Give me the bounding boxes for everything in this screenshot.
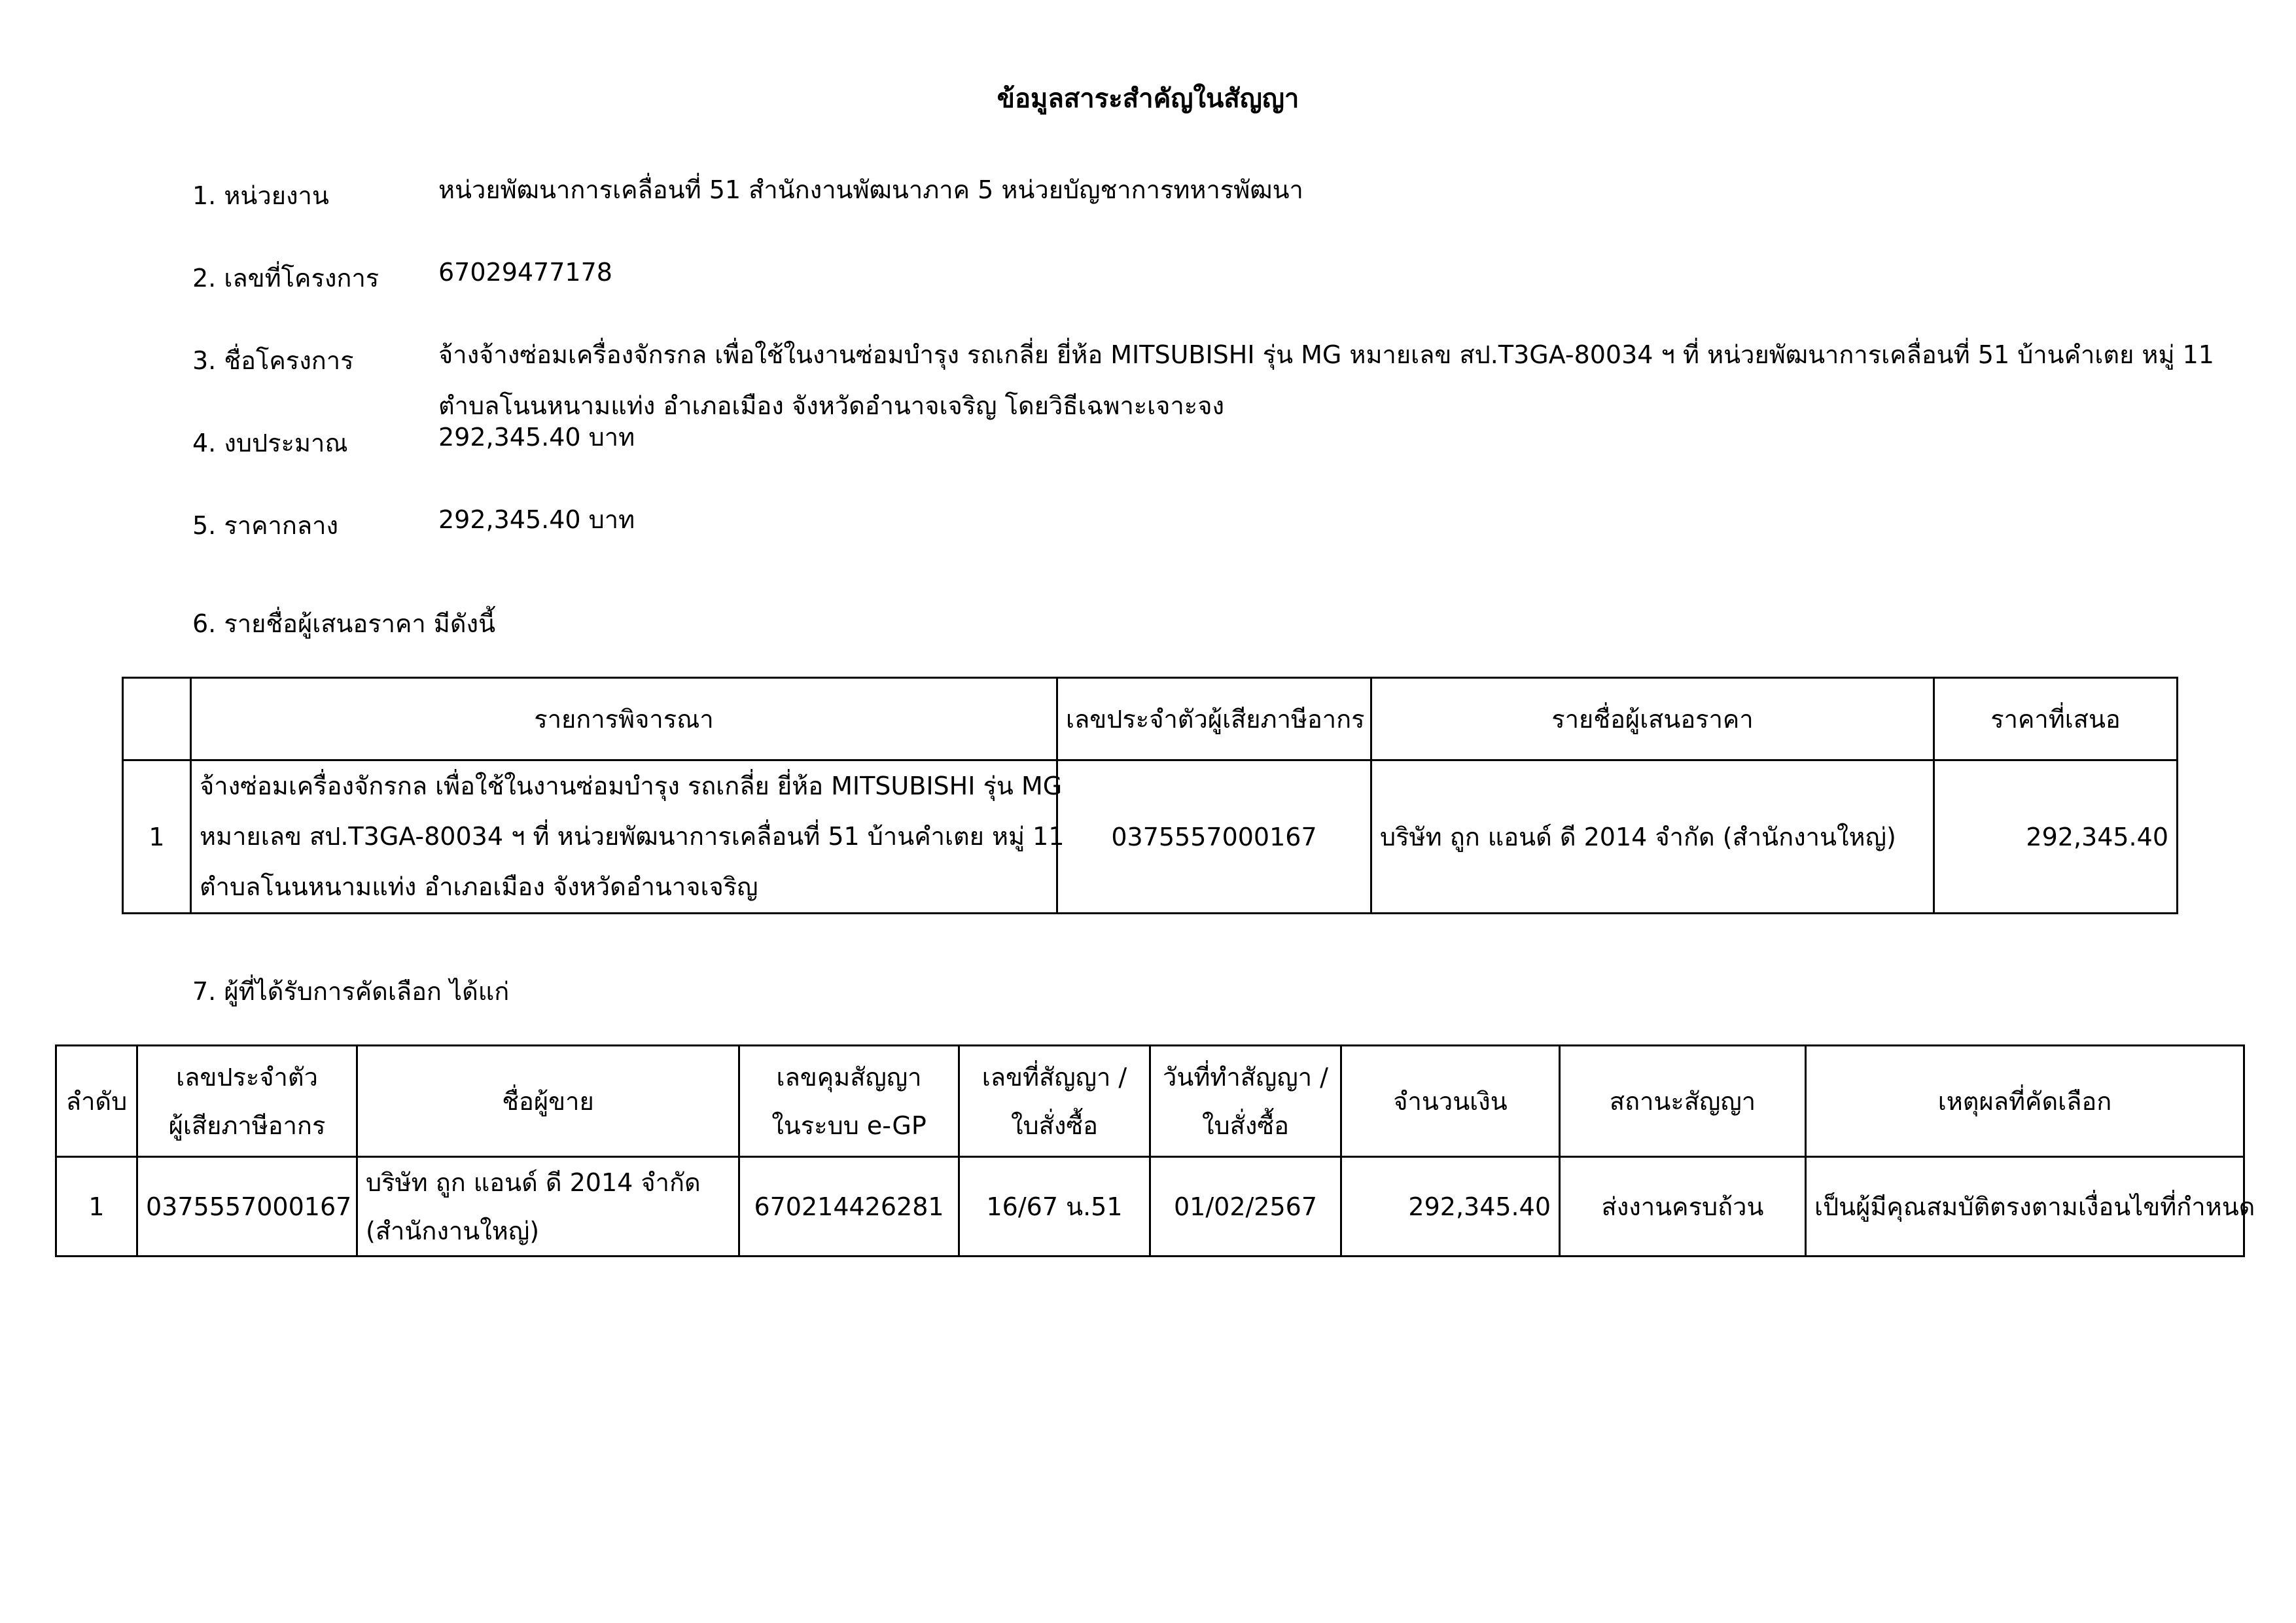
project-name-line2: ตำบลโนนหนามแท่ง อำเภอเมือง จังหวัดอำนาจเจริญ โดยวิธีเฉพาะเจาะจง xyxy=(438,391,1225,420)
header-line: เลขประจำตัว xyxy=(176,1062,318,1092)
header-line: วันที่ทำสัญญา / xyxy=(1163,1062,1328,1092)
winner-status: ส่งงานครบถ้วน xyxy=(1560,1157,1806,1257)
header-line: เลขที่สัญญา / xyxy=(981,1062,1127,1092)
bidders-col-tax-id: เลขประจำตัวผู้เสียภาษีอากร xyxy=(1057,678,1371,760)
header-line: ในระบบ e-GP xyxy=(771,1111,927,1140)
winner-col-contract-no xyxy=(959,1046,1150,1157)
winner-heading: 7. ผู้ที่ได้รับการคัดเลือก ได้แก่ xyxy=(192,977,510,1006)
bidders-col-bidder: รายชื่อผู้เสนอราคา xyxy=(1371,678,1934,760)
project-no-value: 67029477178 xyxy=(438,258,612,287)
table-row xyxy=(56,1157,2244,1257)
header-line: ใบสั่งซื้อ xyxy=(1201,1111,1290,1140)
winner-col-amount: จำนวนเงิน xyxy=(1341,1046,1560,1157)
bidders-heading: 6. รายชื่อผู้เสนอราคา มีดังนี้ xyxy=(192,609,496,638)
header-line: ใบสั่งซื้อ xyxy=(1010,1111,1099,1140)
winner-seller xyxy=(357,1157,739,1257)
seller-line: (สำนักงานใหญ่) xyxy=(366,1216,540,1245)
winner-amount: 292,345.40 xyxy=(1341,1157,1560,1257)
winner-col-status: สถานะสัญญา xyxy=(1560,1046,1806,1157)
winner-col-contract-date xyxy=(1150,1046,1341,1157)
bidders-col-price: ราคาที่เสนอ xyxy=(1934,678,2178,760)
winner-col-tax-id xyxy=(137,1046,357,1157)
winner-contract-no: 16/67 น.51 xyxy=(959,1157,1150,1257)
bidder-name: บริษัท ถูก แอนด์ ดี 2014 จำกัด (สำนักงานใหญ่) xyxy=(1371,760,1934,914)
bidders-header-row xyxy=(123,678,2178,760)
bidder-index: 1 xyxy=(123,760,191,914)
winner-table xyxy=(55,1044,2255,1257)
project-name-line1: จ้างจ้างซ่อมเครื่องจักรกล เพื่อใช้ในงานซ่อมบำรุง รถเกลี่ย ยี่ห้อ MITSUBISHI รุ่น MG หมายเลข สป.T3GA-80034 ฯ ที่ หน่วยพัฒนาการเคลื่อนที่ 51 บ้านคำเตย หมู่ 11 xyxy=(438,340,2214,369)
winner-contract-date: 01/02/2567 xyxy=(1150,1157,1341,1257)
header-line: ผู้เสียภาษีอากร xyxy=(168,1111,326,1140)
median-price-value: 292,345.40 บาท xyxy=(438,505,635,534)
winner-col-seller: ชื่อผู้ขาย xyxy=(357,1046,739,1157)
winner-col-control-no xyxy=(739,1046,959,1157)
bidder-tax-id: 0375557000167 xyxy=(1057,760,1371,914)
winner-order: 1 xyxy=(56,1157,137,1257)
bidder-item-line: จ้างซ่อมเครื่องจักรกล เพื่อใช้ในงานซ่อมบำรุง รถเกลี่ย ยี่ห้อ MITSUBISHI รุ่น MG xyxy=(200,772,1063,800)
bidder-item-line: หมายเลข สป.T3GA-80034 ฯ ที่ หน่วยพัฒนาการเคลื่อนที่ 51 บ้านคำเตย หมู่ 11 xyxy=(200,822,1065,851)
bidders-col-index xyxy=(123,678,191,760)
header-line: เลขคุมสัญญา xyxy=(776,1062,922,1092)
winner-col-reason: เหตุผลที่คัดเลือก xyxy=(1806,1046,2244,1157)
winner-control-no: 670214426281 xyxy=(739,1157,959,1257)
document-title: ข้อมูลสาระสำคัญในสัญญา xyxy=(997,84,1299,114)
project-no-label: 2. เลขที่โครงการ xyxy=(192,264,380,293)
bidder-item-line: ตำบลโนนหนามแท่ง อำเภอเมือง จังหวัดอำนาจเจริญ xyxy=(200,872,758,901)
winner-reason: เป็นผู้มีคุณสมบัติตรงตามเงื่อนไขที่กำหนด xyxy=(1806,1157,2244,1257)
budget-label: 4. งบประมาณ xyxy=(192,429,348,457)
project-name-label: 3. ชื่อโครงการ xyxy=(192,346,354,375)
table-row xyxy=(123,760,2178,914)
winner-header-row xyxy=(56,1046,2244,1157)
agency-value: หน่วยพัฒนาการเคลื่อนที่ 51 สำนักงานพัฒนาภาค 5 หน่วยบัญชาการทหารพัฒนา xyxy=(438,175,1303,204)
bidder-item xyxy=(191,760,1065,914)
bidder-price: 292,345.40 xyxy=(1934,760,2178,914)
agency-label: 1. หน่วยงาน xyxy=(192,181,329,210)
winner-col-order: ลำดับ xyxy=(56,1046,137,1157)
bidders-table xyxy=(122,677,2178,914)
budget-value: 292,345.40 บาท xyxy=(438,423,635,452)
seller-line: บริษัท ถูก แอนด์ ดี 2014 จำกัด xyxy=(366,1168,701,1197)
median-price-label: 5. ราคากลาง xyxy=(192,511,339,540)
bidders-col-item: รายการพิจารณา xyxy=(191,678,1057,760)
winner-tax-id: 0375557000167 xyxy=(137,1157,357,1257)
